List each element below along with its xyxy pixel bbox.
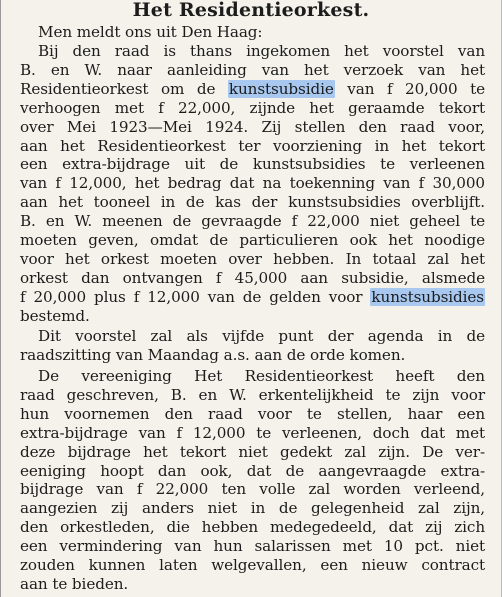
text-line: bijdrage van f 22,000 ten volle zal worden verleend,: [20, 480, 485, 499]
text-line: B. en W. meenen de gevraagde f 22,000 niet geheel te: [20, 212, 485, 231]
text-line: voor het orkest moeten over hebben. In totaal zal het: [20, 250, 485, 268]
text-line: raadszitting van Maandag a.s. aan de orde komen.: [20, 346, 406, 365]
text-span: van f 20,000 te: [334, 79, 485, 98]
article-title: Het Residentieorkest.: [132, 0, 370, 21]
text-line: Dit voorstel zal als vijfde punt der agenda in de: [38, 327, 485, 346]
text-line: verhoogen met f 22,000, zijnde het geraamde tekort: [20, 98, 485, 117]
text-line: den orkestleden, die hebben medegedeeld, dat zij zich: [20, 518, 485, 537]
text-line: een extra-bijdrage uit de kunstsubsidies te verleenen: [20, 155, 485, 174]
text-line: een vermindering van hun salarissen met 10 pct. niet: [20, 537, 485, 556]
text-line: over Mei 1923—Mei 1924. Zij stellen den raad voor,: [20, 117, 485, 136]
text-line: aan het Residentieorkest ter voorziening in het tekort: [20, 136, 485, 155]
text-line: raad geschreven, B. en W. erkentelijkheid te zijn voor: [20, 385, 485, 404]
text-line: aan het tooneel in de kas der kunstsubsidies overblijft.: [20, 193, 485, 212]
text-line: orkest dan ontvangen f 45,000 aan subsidie, alsmede: [20, 268, 485, 287]
text-line: extra-bijdrage van f 12,000 te verleenen, doch dat met: [20, 423, 485, 442]
text-line: hun voornemen den raad voor te stellen, haar een: [20, 404, 485, 423]
text-line: bestemd.: [20, 306, 90, 325]
text-line: van f 12,000, het bedrag dat na toekenning van f 30,000: [20, 174, 485, 193]
search-highlight: kunstsubsidie: [228, 79, 334, 98]
text-line: Bij den raad is thans ingekomen het voorstel van: [38, 41, 485, 60]
text-line: zouden kunnen laten welgevallen, een nieuw contract: [20, 556, 485, 575]
text-span: f 20,000 plus f 12,000 van de gelden voor: [20, 287, 371, 306]
text-span: Residentieorkest om de: [20, 79, 228, 98]
text-line: eeniging hoopt dan ook, dat de aangevraagde extra-: [20, 461, 485, 480]
text-line: B. en W. naar aanleiding van het verzoek van het: [20, 60, 485, 79]
text-line: Men meldt ons uit Den Haag:: [38, 23, 263, 41]
text-line: aan te bieden.: [20, 575, 129, 593]
text-line: aangezien zij anders niet in de gelegenheid zal zijn,: [20, 499, 485, 518]
text-line: De vereeniging Het Residentieorkest heeft den: [38, 366, 485, 385]
text-line: moeten geven, omdat de particulieren ook het noodige: [20, 231, 485, 250]
search-highlight: kunstsubsidies: [371, 287, 484, 306]
text-line: deze bijdrage het tekort niet gedekt zal zijn. De ver-: [20, 442, 485, 461]
